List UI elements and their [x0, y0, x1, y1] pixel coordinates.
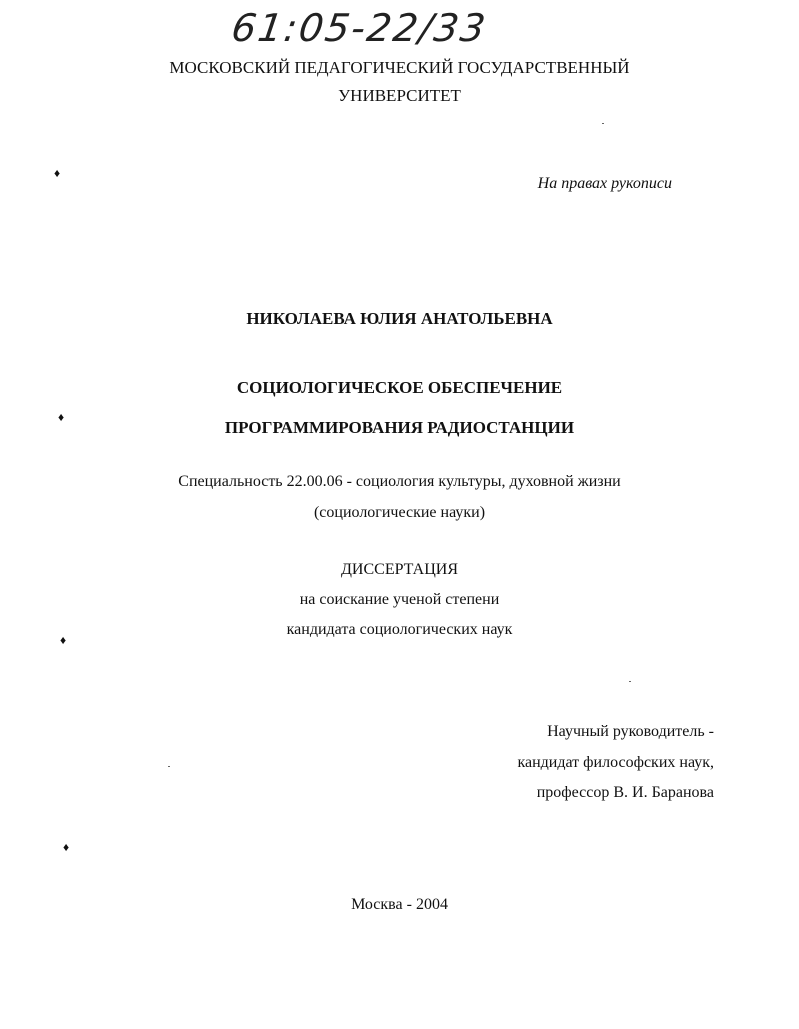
author-name: НИКОЛАЕВА ЮЛИЯ АНАТОЛЬЕВНА	[246, 309, 553, 328]
university-name-line1: МОСКОВСКИЙ ПЕДАГОГИЧЕСКИЙ ГОСУДАРСТВЕННЫЙ	[169, 58, 630, 77]
specialty-line2: (социологические науки)	[313, 504, 486, 521]
supervisor-line1: Научный руководитель -	[547, 723, 714, 740]
university-name-line2: УНИВЕРСИТЕТ	[338, 86, 461, 105]
binding-mark-icon: ♦	[63, 840, 70, 854]
thesis-title-line2: ПРОГРАММИРОВАНИЯ РАДИОСТАНЦИИ	[224, 418, 575, 437]
city-year: Москва - 2004	[351, 896, 448, 913]
degree-line: на соискание ученой степени	[299, 591, 500, 608]
specialty-line1: Специальность 22.00.06 - социология культуры, духовной жизни	[178, 473, 621, 490]
rights-note: На правах рукописи	[537, 175, 672, 192]
supervisor-line2: кандидат философских наук,	[517, 754, 714, 771]
binding-mark-icon: ♦	[60, 633, 67, 647]
dissertation-label: ДИССЕРТАЦИЯ	[341, 561, 458, 578]
degree-field-line: кандидата социологических наук	[286, 621, 513, 638]
scan-speck	[629, 681, 631, 682]
binding-mark-icon: ♦	[54, 166, 61, 180]
thesis-title-line1: СОЦИОЛОГИЧЕСКОЕ ОБЕСПЕЧЕНИЕ	[236, 378, 563, 397]
scan-speck	[168, 766, 170, 767]
scan-speck	[602, 123, 604, 124]
supervisor-line3: профессор В. И. Баранова	[536, 784, 714, 801]
binding-mark-icon: ♦	[58, 410, 65, 424]
archive-number: 61:05-22/33	[228, 6, 490, 50]
